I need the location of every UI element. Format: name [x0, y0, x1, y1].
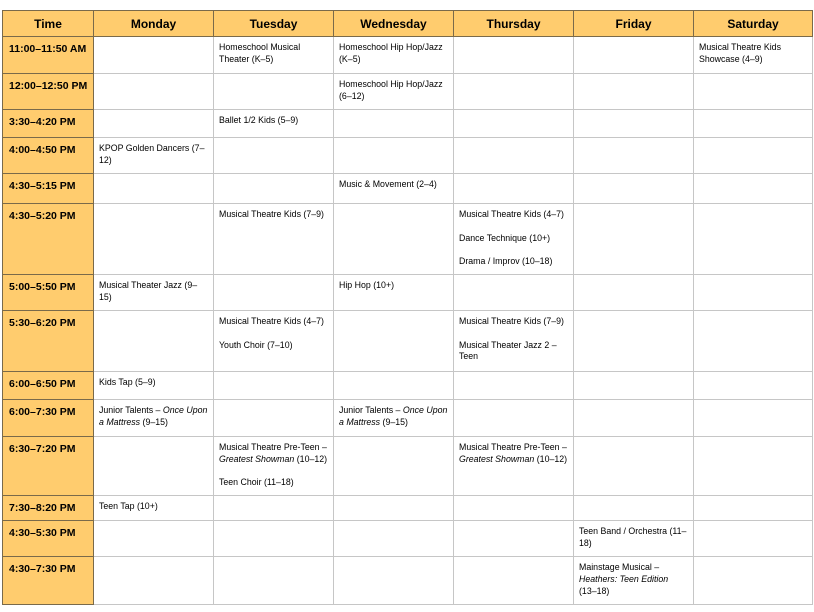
- schedule-row: [3, 557, 813, 605]
- class-entry: [219, 209, 328, 221]
- class-entry: [459, 209, 568, 221]
- class-entry: [459, 340, 568, 364]
- class-entry: [219, 115, 328, 127]
- class-name: Music & Movement (2–4): [339, 179, 437, 189]
- schedule-cell-friday: [574, 37, 694, 74]
- class-name: Teen Choir (11–18): [219, 477, 294, 488]
- schedule-row: [3, 37, 813, 74]
- schedule-cell-friday: [574, 275, 694, 311]
- schedule-cell-monday: [94, 110, 214, 138]
- schedule-cell-thursday: [454, 372, 574, 400]
- schedule-cell-tuesday: [214, 311, 334, 372]
- time-slot-label: 4:30–5:20 PM: [3, 204, 94, 275]
- schedule-cell-wednesday: [334, 138, 454, 174]
- class-name: Musical Theatre Kids (7–9): [219, 209, 324, 219]
- schedule-cell-friday: [574, 496, 694, 521]
- schedule-cell-monday: [94, 275, 214, 311]
- header-row: [3, 11, 813, 37]
- class-name: Ballet 1/2 Kids (5–9): [219, 115, 299, 125]
- schedule-cell-wednesday: [334, 275, 454, 311]
- schedule-cell-thursday: [454, 437, 574, 496]
- schedule-cell-monday: [94, 437, 214, 496]
- show-title: Heathers: Teen Edition: [579, 573, 669, 584]
- schedule-cell-friday: [574, 521, 694, 557]
- schedule-cell-tuesday: [214, 204, 334, 275]
- class-entry: [339, 405, 448, 429]
- class-entry: [579, 562, 688, 597]
- schedule-cell-saturday: [694, 557, 813, 605]
- show-title: Once Upon a Mattress: [339, 405, 448, 427]
- schedule-row: [3, 138, 813, 174]
- schedule-cell-tuesday: [214, 275, 334, 311]
- header-monday: Monday: [94, 11, 214, 37]
- class-entry: [219, 340, 328, 352]
- header-wednesday: Wednesday: [334, 11, 454, 37]
- class-entry: [99, 501, 208, 513]
- schedule-cell-tuesday: [214, 37, 334, 74]
- schedule-row: [3, 204, 813, 275]
- time-slot-label: 4:00–4:50 PM: [3, 138, 94, 174]
- schedule-cell-saturday: [694, 138, 813, 174]
- schedule-cell-wednesday: [334, 37, 454, 74]
- class-name: Musical Theater Jazz (9–15): [99, 280, 198, 302]
- class-name: Junior Talents –: [339, 405, 403, 415]
- class-entry: [339, 179, 448, 191]
- class-name: Musical Theatre Kids Showcase (4–9): [699, 42, 781, 64]
- class-name: Kids Tap (5–9): [99, 377, 156, 387]
- schedule-cell-thursday: [454, 138, 574, 174]
- header-thursday: Thursday: [454, 11, 574, 37]
- schedule-cell-tuesday: [214, 372, 334, 400]
- class-entry: [219, 316, 328, 328]
- class-entry: [459, 233, 568, 245]
- header-saturday: Saturday: [694, 11, 813, 37]
- time-slot-label: 5:30–6:20 PM: [3, 311, 94, 372]
- class-name: Dance Technique (10+): [459, 232, 551, 243]
- schedule-cell-saturday: [694, 437, 813, 496]
- show-title: Greatest Showman: [459, 453, 535, 464]
- class-name: Musical Theatre Kids (4–7): [219, 316, 324, 326]
- schedule-row: [3, 110, 813, 138]
- schedule-cell-wednesday: [334, 557, 454, 605]
- schedule-cell-tuesday: [214, 557, 334, 605]
- schedule-cell-friday: [574, 372, 694, 400]
- show-title: Greatest Showman: [219, 453, 295, 464]
- class-name: Hip Hop (10+): [339, 280, 395, 290]
- age-range: (9–15): [140, 416, 168, 427]
- schedule-cell-friday: [574, 174, 694, 204]
- header-friday: Friday: [574, 11, 694, 37]
- schedule-cell-friday: [574, 110, 694, 138]
- schedule-cell-monday: [94, 557, 214, 605]
- class-entry: [99, 280, 208, 304]
- show-title: Once Upon a Mattress: [99, 405, 208, 427]
- schedule-cell-tuesday: [214, 138, 334, 174]
- header-tuesday: Tuesday: [214, 11, 334, 37]
- schedule-row: [3, 372, 813, 400]
- class-entry: [699, 42, 807, 66]
- schedule-cell-wednesday: [334, 372, 454, 400]
- table-body: [3, 37, 813, 605]
- table-header: [3, 11, 813, 37]
- time-slot-label: 12:00–12:50 PM: [3, 74, 94, 110]
- schedule-cell-wednesday: [334, 437, 454, 496]
- schedule-cell-wednesday: [334, 74, 454, 110]
- class-entry: [459, 256, 568, 268]
- time-slot-label: 3:30–4:20 PM: [3, 110, 94, 138]
- schedule-cell-wednesday: [334, 521, 454, 557]
- schedule-cell-wednesday: [334, 174, 454, 204]
- schedule-cell-saturday: [694, 400, 813, 437]
- schedule-cell-monday: [94, 496, 214, 521]
- schedule-cell-wednesday: [334, 400, 454, 437]
- schedule-cell-saturday: [694, 37, 813, 74]
- time-slot-label: 4:30–7:30 PM: [3, 557, 94, 605]
- schedule-cell-saturday: [694, 204, 813, 275]
- schedule-cell-monday: [94, 311, 214, 372]
- schedule-cell-saturday: [694, 74, 813, 110]
- schedule-cell-friday: [574, 74, 694, 110]
- schedule-cell-saturday: [694, 521, 813, 557]
- schedule-cell-monday: [94, 37, 214, 74]
- schedule-cell-tuesday: [214, 437, 334, 496]
- class-name: Musical Theatre Pre-Teen –: [219, 442, 327, 452]
- schedule-cell-friday: [574, 557, 694, 605]
- schedule-cell-monday: [94, 521, 214, 557]
- class-entry: [339, 280, 448, 292]
- schedule-row: [3, 437, 813, 496]
- class-entry: [459, 316, 568, 328]
- schedule-cell-monday: [94, 138, 214, 174]
- class-schedule-table: [2, 10, 813, 605]
- schedule-cell-monday: [94, 400, 214, 437]
- schedule-cell-saturday: [694, 174, 813, 204]
- class-entry: [339, 42, 448, 66]
- schedule-cell-friday: [574, 400, 694, 437]
- schedule-cell-friday: [574, 138, 694, 174]
- schedule-cell-thursday: [454, 521, 574, 557]
- schedule-cell-wednesday: [334, 204, 454, 275]
- schedule-cell-thursday: [454, 174, 574, 204]
- schedule-row: [3, 400, 813, 437]
- header-time: Time: [3, 11, 94, 37]
- class-name: Homeschool Hip Hop/Jazz (6–12): [339, 79, 443, 101]
- schedule-cell-friday: [574, 311, 694, 372]
- schedule-cell-tuesday: [214, 496, 334, 521]
- class-entry: [579, 526, 688, 550]
- class-name: Teen Band / Orchestra (11–18): [579, 526, 687, 548]
- schedule-cell-saturday: [694, 496, 813, 521]
- class-name: Teen Tap (10+): [99, 501, 158, 511]
- schedule-cell-wednesday: [334, 311, 454, 372]
- schedule-row: [3, 521, 813, 557]
- schedule-row: [3, 275, 813, 311]
- schedule-row: [3, 174, 813, 204]
- schedule-row: [3, 311, 813, 372]
- class-entry: [99, 143, 208, 167]
- schedule-cell-saturday: [694, 311, 813, 372]
- class-name: Junior Talents –: [99, 405, 163, 415]
- class-entry: [219, 42, 328, 66]
- time-slot-label: 5:00–5:50 PM: [3, 275, 94, 311]
- schedule-cell-tuesday: [214, 174, 334, 204]
- class-name: Musical Theater Jazz 2 – Teen: [459, 339, 557, 362]
- schedule-cell-tuesday: [214, 400, 334, 437]
- time-slot-label: 6:00–7:30 PM: [3, 400, 94, 437]
- schedule-cell-thursday: [454, 204, 574, 275]
- class-entry: [99, 377, 208, 389]
- schedule-cell-monday: [94, 74, 214, 110]
- schedule-cell-thursday: [454, 37, 574, 74]
- age-range: (10–12): [534, 453, 568, 464]
- schedule-cell-thursday: [454, 557, 574, 605]
- class-entry: [219, 442, 328, 466]
- schedule-cell-thursday: [454, 496, 574, 521]
- time-slot-label: 6:30–7:20 PM: [3, 437, 94, 496]
- time-slot-label: 7:30–8:20 PM: [3, 496, 94, 521]
- class-name: Musical Theatre Kids (4–7): [459, 209, 564, 219]
- class-entry: [459, 442, 568, 466]
- class-name: Homeschool Musical Theater (K–5): [219, 42, 301, 64]
- schedule-cell-tuesday: [214, 110, 334, 138]
- schedule-cell-monday: [94, 174, 214, 204]
- schedule-cell-monday: [94, 204, 214, 275]
- class-name: Musical Theatre Pre-Teen –: [459, 442, 567, 452]
- schedule-cell-saturday: [694, 110, 813, 138]
- class-entry: [99, 405, 208, 429]
- schedule-cell-friday: [574, 204, 694, 275]
- time-slot-label: 6:00–6:50 PM: [3, 372, 94, 400]
- time-slot-label: 4:30–5:15 PM: [3, 174, 94, 204]
- class-name: Mainstage Musical –: [579, 562, 660, 572]
- schedule-cell-wednesday: [334, 110, 454, 138]
- time-slot-label: 11:00–11:50 AM: [3, 37, 94, 74]
- schedule-row: [3, 74, 813, 110]
- schedule-row: [3, 496, 813, 521]
- time-slot-label: 4:30–5:30 PM: [3, 521, 94, 557]
- schedule-cell-tuesday: [214, 74, 334, 110]
- schedule-cell-thursday: [454, 275, 574, 311]
- class-name: Drama / Improv (10–18): [459, 256, 553, 267]
- schedule-cell-thursday: [454, 74, 574, 110]
- class-name: Youth Choir (7–10): [219, 339, 293, 350]
- schedule-cell-saturday: [694, 275, 813, 311]
- schedule-cell-thursday: [454, 311, 574, 372]
- schedule-cell-saturday: [694, 372, 813, 400]
- class-name: Musical Theatre Kids (7–9): [459, 316, 564, 326]
- age-range: (10–12): [294, 453, 328, 464]
- schedule-cell-friday: [574, 437, 694, 496]
- age-range: (13–18): [579, 585, 610, 596]
- schedule-cell-tuesday: [214, 521, 334, 557]
- class-name: KPOP Golden Dancers (7–12): [99, 143, 205, 165]
- class-entry: [219, 477, 328, 489]
- class-name: Homeschool Hip Hop/Jazz (K–5): [339, 42, 443, 64]
- schedule-cell-monday: [94, 372, 214, 400]
- schedule-cell-thursday: [454, 110, 574, 138]
- schedule-cell-thursday: [454, 400, 574, 437]
- schedule-cell-wednesday: [334, 496, 454, 521]
- age-range: (9–15): [380, 416, 408, 427]
- class-entry: [339, 79, 448, 103]
